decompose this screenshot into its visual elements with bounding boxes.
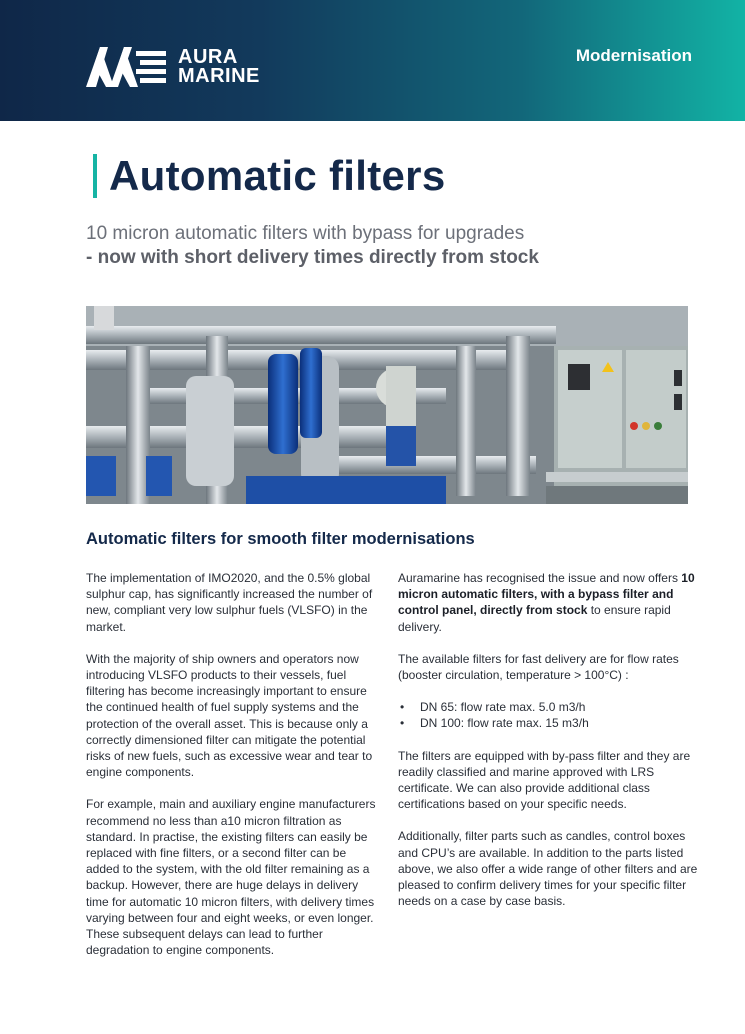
header-banner	[0, 0, 745, 121]
paragraph: Additionally, filter parts such as candles, control boxes and CPU’s are available. In addition to the parts listed above, we also offer a wide range of other filters and are pleased to confirm delivery times for your specific filter needs on a case by case basis.	[398, 829, 698, 909]
paragraph: For example, main and auxiliary engine manufacturers recommend no less than a10 micron filtration as standard. In practise, the existing filters can easily be replaced with fine filters, or a second filter can be added to the system, with the old filter remaining as a backup. However, there are huge delays in delivery time for automatic 10 micron filters, with delivery times varying between four and eight weeks, or even longer. These subsequent delays can lead to further degradation to engine components.	[86, 797, 376, 958]
logo-line-1: AURA	[178, 46, 238, 68]
paragraph-text: to ensure rapid delivery.	[398, 603, 671, 634]
paragraph: The available filters for fast delivery are for flow rates (booster circulation, temperature > 100°C) :	[398, 651, 679, 683]
right-column	[398, 570, 698, 925]
page-title: Automatic filters	[109, 152, 446, 199]
bullet-icon: •	[400, 716, 405, 731]
list-item-text: DN 100: flow rate max. 15 m3/h	[420, 716, 589, 731]
logo-text	[178, 48, 260, 86]
paragraph	[398, 570, 698, 635]
paragraph: The filters are equipped with by-pass filter and they are readily classified and marine approved with LRS certificate. We can also provide additional class certifications based on your specific needs.	[398, 748, 691, 812]
left-column	[86, 570, 376, 974]
paragraph: The implementation of IMO2020, and the 0.5% global sulphur cap, has significantly increased the number of new, compliant very low sulphur fuels (VLSFO) in the market.	[86, 571, 373, 634]
list-item	[398, 715, 698, 731]
paragraph-text: Auramarine has recognised the issue and now offers	[398, 571, 682, 585]
logo	[86, 46, 260, 88]
engine-room-photo	[86, 306, 688, 504]
engine-room-filter-photo-icon	[86, 306, 688, 504]
logo-line-2: MARINE	[178, 65, 260, 87]
flow-rate-list	[398, 699, 698, 731]
subtitle	[86, 222, 686, 270]
bullet-icon: •	[400, 700, 405, 715]
paragraph: With the majority of ship owners and operators now introducing VLSFO products to their vessels, fuel filtering has become increasingly important to ensure the continued health of fuel supply systems and the protection of the overall asset. This is because only a correctly dimensioned filter can mitigate the potential risks of new fuels, such as excessive wear and tear to engine components.	[86, 651, 373, 780]
aura-marine-logo-icon	[86, 47, 172, 87]
subtitle-line-2: - now with short delivery times directly from stock	[86, 247, 539, 268]
title-accent-bar	[93, 154, 97, 198]
paragraph-bold-text: 10 micron automatic filters, with a bypass filter and control panel, directly from stock	[398, 571, 695, 618]
title-block	[93, 152, 446, 200]
list-item-text: DN 65: flow rate max. 5.0 m3/h	[420, 700, 586, 715]
section-heading: Automatic filters for smooth filter modernisations	[86, 530, 475, 548]
subtitle-line-1: 10 micron automatic filters with bypass for upgrades	[86, 223, 525, 244]
section-label: Modernisation	[575, 46, 692, 65]
list-item	[398, 699, 698, 715]
